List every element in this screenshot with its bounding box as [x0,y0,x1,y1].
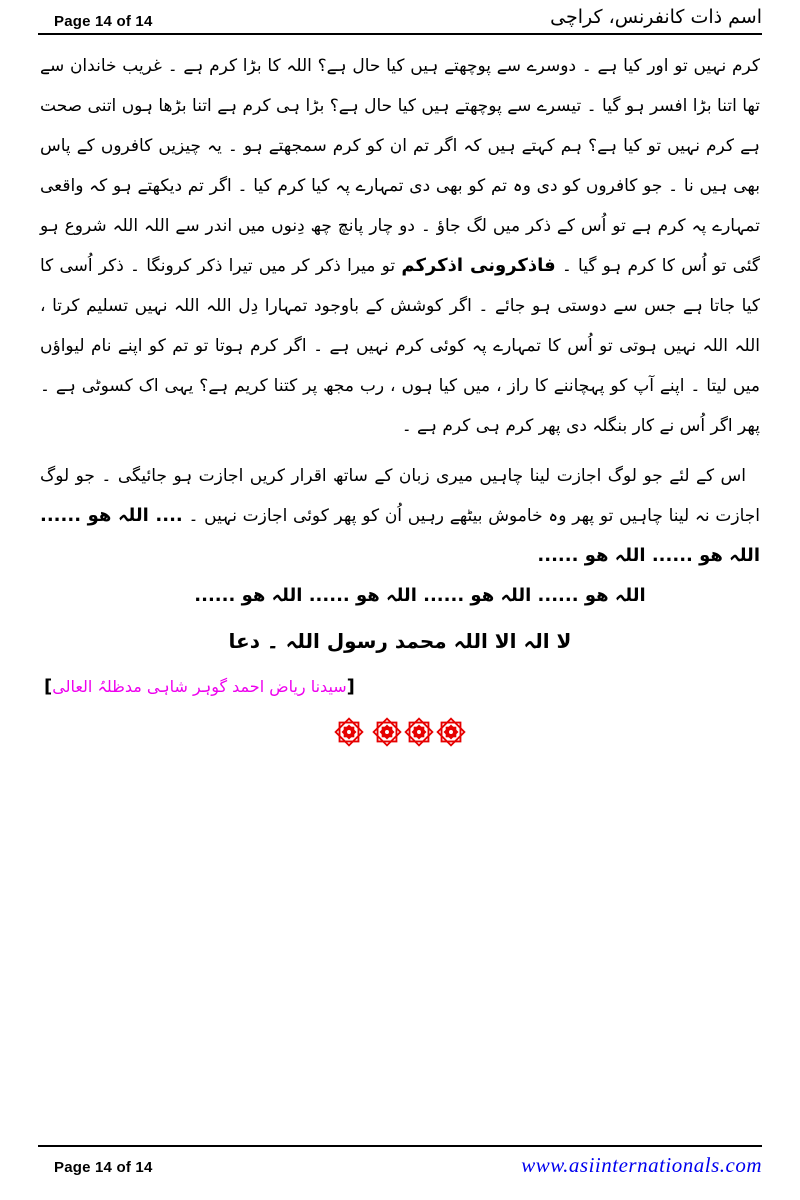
para2-text: اس کے لئے جو لوگ اجازت لینا چاہیں میری زبان کے ساتھ اقرار کریں اجازت ہو جائیگی ۔ جو لوگ اجازت نہ لینا چاہیں تو پھر وہ خاموش بیٹھے رہیں اُن کو پھر کوئی اجازت نہیں ۔ [40,466,760,526]
flower-ornament-icon [334,717,364,747]
ornament-row [40,714,760,748]
website-link[interactable]: www.asiinternationals.com [521,1153,762,1177]
flower-ornament-icon [436,717,466,747]
footer-page-number: Page 14 of 14 [54,1159,153,1176]
flower-ornament-icon [404,717,434,747]
header-title-urdu: اسم ذات کانفرنس، کراچی [550,6,762,28]
header-page-number: Page 14 of 14 [54,13,153,30]
page-footer [38,1145,762,1178]
para1-text: کرم نہیں تو اور کیا ہے ۔ دوسرے سے پوچھتے ہیں کیا حال ہے؟ اللہ کا بڑا کرم ہے ۔ غریب خاندان سے تھا اتنا بڑا افسر ہو گیا ۔ تیسرے سے پوچھتے ہیں کیا حال ہے؟ بڑا ہی کرم ہے اتنا بڑھا ہوں اتنی صحت ہے کرم نہیں تو کیا ہے؟ ہم کہتے ہیں کہ اگر تم ان کو کرم سمجھتے ہو ۔ یہ چیزیں کافروں کے پاس بھی ہیں نا ۔ جو کافروں کو دی وہ تم کو بھی دی تمہارے پہ کیا کرم کیا ۔ اگر تم دیکھتے ہو کہ واقعی تمہارے پہ کرم ہے تو اُس کے ذکر میں لگ جاؤ ۔ دو چار پانچ چھ دِنوں میں اندر سے اللہ اللہ شروع ہو گئی تو اُس کا کرم ہو گیا ۔ [40,56,760,276]
para1-arabic-quote: فاذکرونی اذکرکم [401,255,556,276]
flower-ornament-icon [372,717,402,747]
attribution-text: سیدنا ریاض احمد گوہر شاہی مدظلہُ العالی [52,677,347,696]
page-header [38,4,762,35]
attribution-open-bracket: [ [44,676,53,697]
document-body [40,46,760,748]
paragraph-1 [40,46,760,446]
para1-text-after: تو میرا ذکر کر میں تیرا ذکر کرونگا ۔ ذکر اُسی کا کیا جاتا ہے جس سے دوستی ہو جائے ۔ اگر کوشش کے باوجود تمہارا دِل اللہ اللہ نہیں تسلیم کرتا ، اللہ اللہ نہیں ہوتی تو اُس کا تمہارے پہ کوئی کرم نہیں ہے ۔ اگر کرم ہوتا تو تم کو اپنے نام لیواؤں میں لیتا ۔ اپنے آپ کو پہچاننے کا راز ، میں کیا ہوں ، رب مجھ پر کتنا کریم ہے؟ یہی اک کسوٹی ہے ۔ پھر اگر اُس نے کار بنگلہ دی پھر کرم ہی کرم ہے ۔ [40,256,760,436]
attribution-line [40,670,760,704]
para2-zikr-inline: .... اللہ ھو ...... اللہ ھو ...... اللہ ھو ...... [40,505,760,566]
kalima-line: لا الہ الا اللہ محمد رسول اللہ ۔ دعا [228,629,572,653]
paragraph-2 [40,456,760,576]
zikr-repetition-line: اللہ ھو ...... اللہ ھو ...... اللہ ھو ...... اللہ ھو ...... [194,585,646,606]
attribution-close-bracket: ] [346,676,355,697]
